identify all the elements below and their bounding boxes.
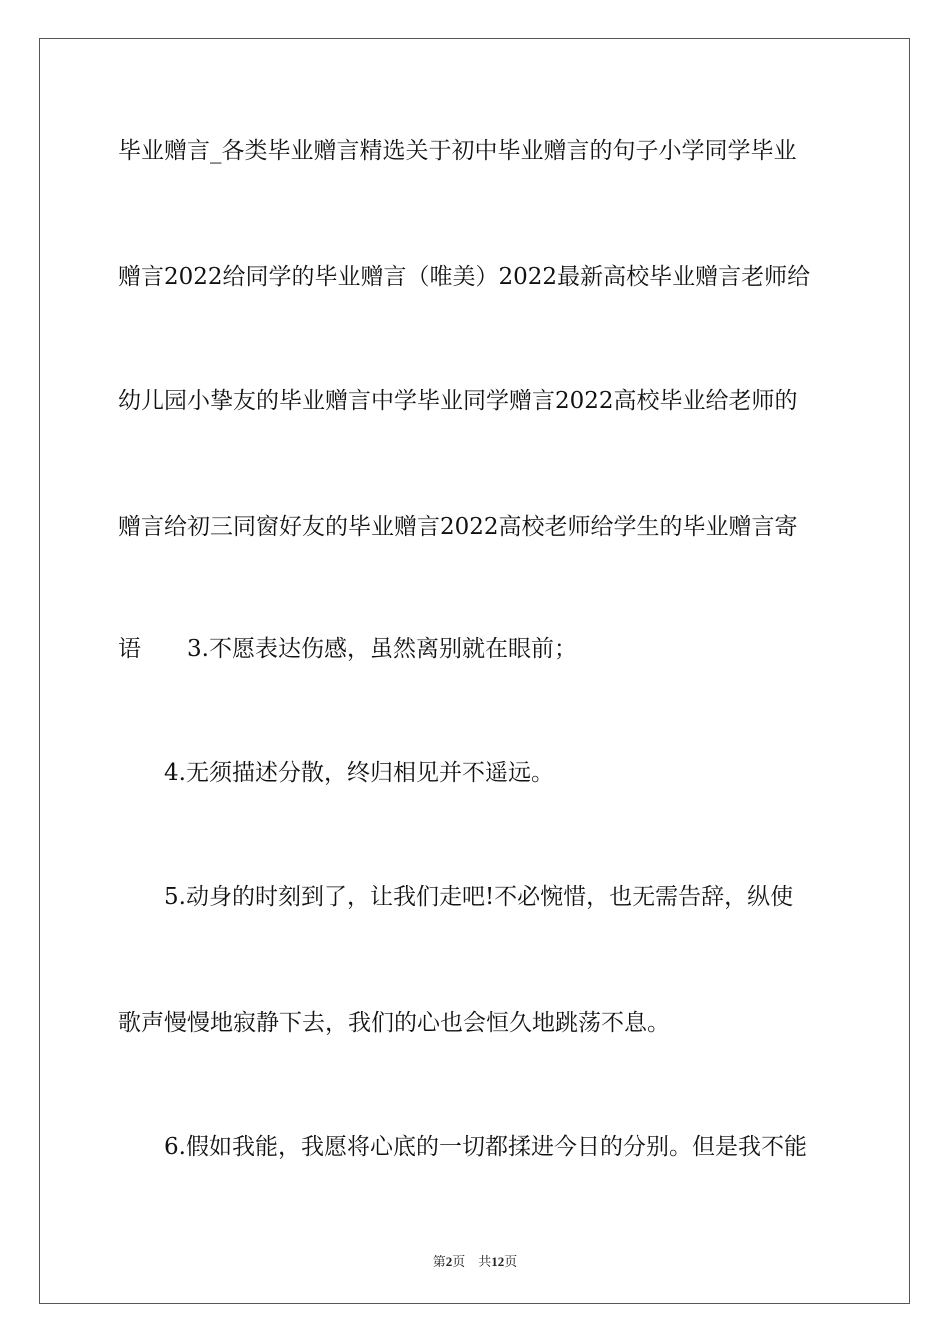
body-line-6: 4.无须描述分散，终归相见并不遥远。 — [118, 760, 554, 786]
body-line-2: 赠言2022给同学的毕业赠言（唯美）2022最新高校毕业赠言老师给 — [118, 264, 811, 290]
footer-page-unit: 页 — [452, 1254, 466, 1269]
body-line-4: 赠言给初三同窗好友的毕业赠言2022高校老师给学生的毕业赠言寄 — [118, 514, 798, 540]
page-footer — [0, 1251, 950, 1270]
body-line-7: 5.动身的时刻到了，让我们走吧!不必惋惜，也无需告辞，纵使 — [118, 884, 794, 910]
footer-page-prefix: 第 — [432, 1254, 446, 1269]
body-line-1: 毕业赠言_各类毕业赠言精选关于初中毕业赠言的句子小学同学毕业 — [118, 138, 797, 164]
body-line-5: 语 3.不愿表达伤感，虽然离别就在眼前； — [118, 636, 577, 662]
footer-total-number: 12 — [491, 1254, 505, 1269]
footer-page-number: 2 — [445, 1254, 453, 1269]
footer-total-unit: 页 — [504, 1254, 518, 1269]
body-line-8: 歌声慢慢地寂静下去，我们的心也会恒久地跳荡不息。 — [118, 1010, 670, 1036]
footer-total-prefix: 共 — [478, 1254, 492, 1269]
page-border — [39, 38, 910, 1304]
body-line-3: 幼儿园小挚友的毕业赠言中学毕业同学赠言2022高校毕业给老师的 — [118, 388, 798, 414]
body-line-9: 6.假如我能，我愿将心底的一切都揉进今日的分别。但是我不能 — [118, 1134, 807, 1160]
